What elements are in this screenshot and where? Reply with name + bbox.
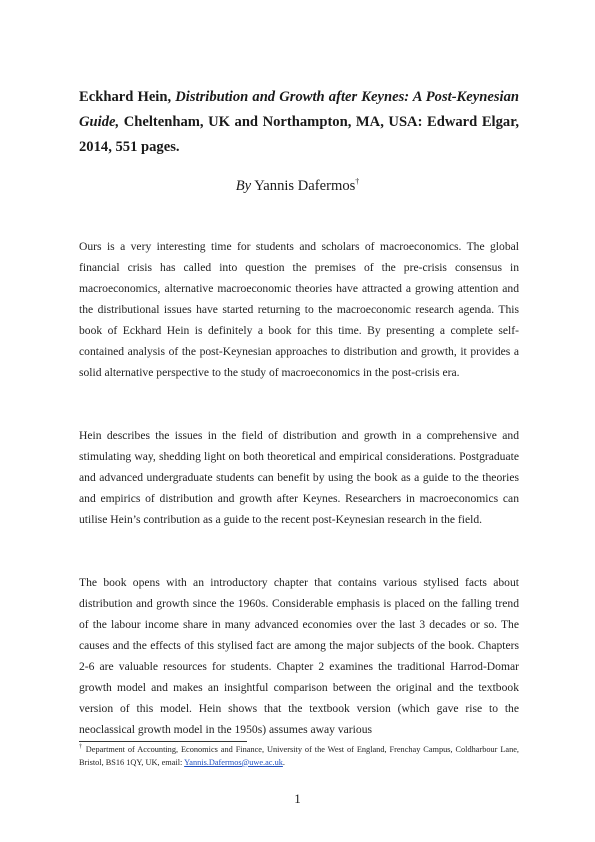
- paragraph-1: Ours is a very interesting time for students and scholars of macroeconomics. The global financial crisis has called into question the premises of the pre-crisis consensus in macroeconomics, alternative macroeconomic theories have attracted a growing attention and the distributional issues have started returning to the macroeconomic research agenda. This book of Eckhard Hein is definitely a book for this time. By presenting a complete self-contained analysis of the post-Keynesian approaches to distribution and growth, it provides a solid alternative perspective to the study of macroeconomics in the post-crisis era.: [79, 240, 519, 380]
- footnote-trailing: .: [282, 757, 285, 767]
- book-title: Distribution and Growth after Keynes: A Post-Keynesian Guide,: [79, 89, 519, 130]
- page-number: 1: [294, 791, 301, 806]
- paragraph-3: The book opens with an introductory chapter that contains various stylised facts about distribution and growth since the 1960s. Considerable emphasis is placed on the falling trend of the labour income share in many advanced economies over the last 3 decades or so. The causes and the effects of this stylised fact are among the major subjects of the book. Chapters 2-6 are valuable resources for students. Chapter 2 examines the traditional Harrod-Domar growth model and makes an insightful comparison between the original and the textbook version of this model. Hein shows that the textbook version (which gave rise to the neoclassical growth model in the 1950s) assumes away various: [79, 576, 519, 737]
- paragraph-2: Hein describes the issues in the field of distribution and growth in a comprehensive and stimulating way, shedding light on both theoretical and empirical considerations. Postgraduate and advanced undergraduate students can benefit by using the book as a guide to the theories and empirics of distribution and growth after Keynes. Researchers in macroeconomics can utilise Hein’s contribution as a guide to the recent post-Keynesian research in the field.: [79, 429, 519, 527]
- byline-footnote-mark: †: [355, 177, 360, 187]
- book-author: Eckhard Hein,: [79, 89, 172, 105]
- byline: [0, 176, 595, 196]
- byline-by: By: [235, 178, 252, 194]
- publication-details: Cheltenham, UK and Northampton, MA, USA: Edward Elgar, 2014, 551 pages.: [79, 114, 519, 155]
- footnote-divider: [79, 741, 247, 742]
- review-title: [79, 85, 519, 160]
- footnote-text: Department of Accounting, Economics and Finance, University of the West of England, Frenchay Campus, Coldharbour Lane, Bristol, BS16 1QY, UK, email:: [79, 745, 520, 767]
- reviewer-name: Yannis Dafermos: [254, 178, 356, 194]
- footnote-email-link[interactable]: Yannis.Dafermos@uwe.ac.uk: [184, 757, 283, 767]
- footnote-mark: †: [79, 744, 83, 751]
- footnote: [79, 744, 519, 769]
